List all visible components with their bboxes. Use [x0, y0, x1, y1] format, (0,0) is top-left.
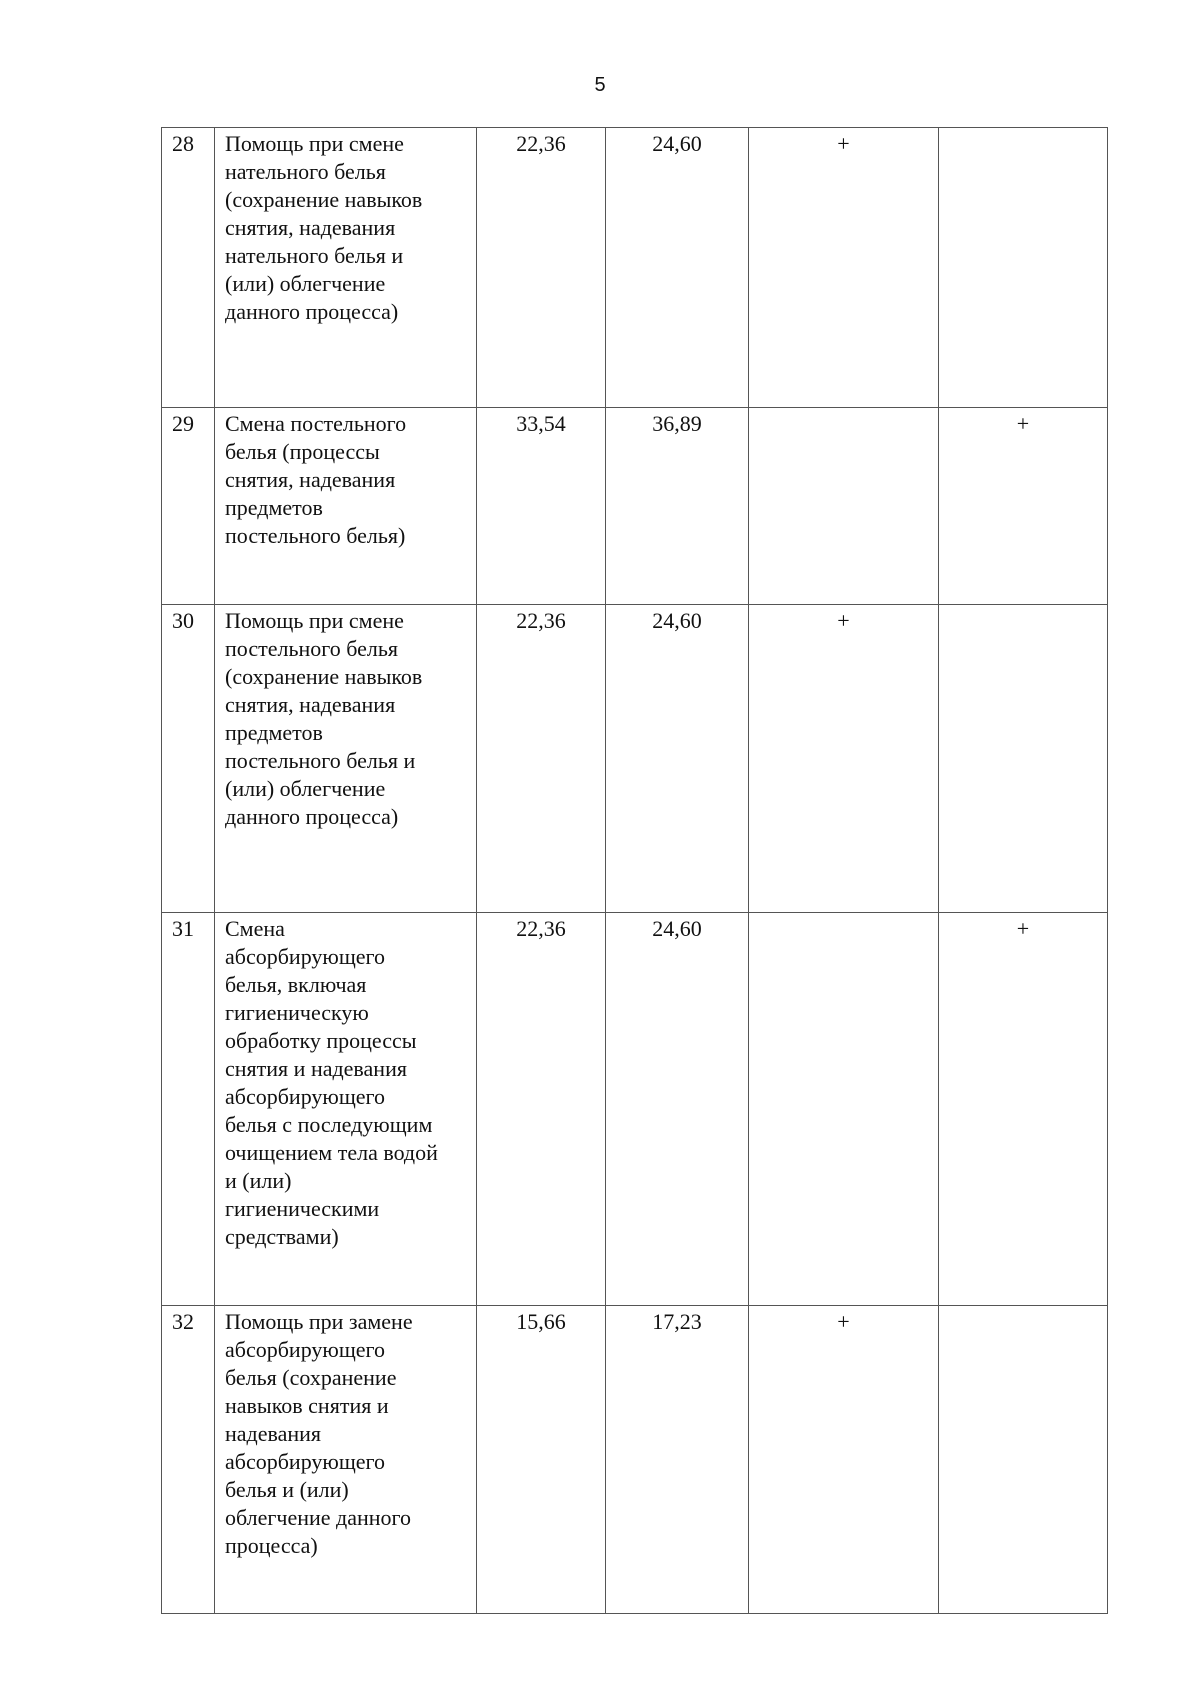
mark-cell: + — [939, 913, 1108, 1306]
service-description — [215, 1306, 477, 1614]
value-cell: 24,60 — [606, 605, 749, 913]
row-number: 29 — [162, 408, 215, 605]
table-row — [162, 1306, 1108, 1614]
table-row — [162, 408, 1108, 605]
table-row — [162, 913, 1108, 1306]
description-line: (сохранение навыков — [225, 187, 423, 212]
description-line: нательного белья — [225, 159, 386, 184]
description-line: навыков снятия и — [225, 1393, 389, 1418]
value-cell: 33,54 — [477, 408, 606, 605]
description-line: белья и (или) — [225, 1477, 349, 1502]
description-line: облегчение данного — [225, 1505, 412, 1530]
description-line: белья с последующим — [225, 1112, 433, 1137]
description-line: процесса) — [225, 1533, 318, 1558]
description-line: гигиеническую — [225, 1000, 369, 1025]
value-cell: 17,23 — [606, 1306, 749, 1614]
description-line: белья (сохранение — [225, 1365, 397, 1390]
description-line: Помощь при смене — [225, 131, 404, 156]
value-cell: 22,36 — [477, 913, 606, 1306]
description-line: белья, включая — [225, 972, 367, 997]
page-number: 5 — [594, 74, 606, 96]
value-cell: 15,66 — [477, 1306, 606, 1614]
row-number: 32 — [162, 1306, 215, 1614]
table-row — [162, 128, 1108, 408]
description-line: белья (процессы — [225, 439, 380, 464]
description-line: данного процесса) — [225, 299, 399, 324]
description-line: снятия и надевания — [225, 1056, 407, 1081]
description-line: снятия, надевания — [225, 467, 396, 492]
description-line: (сохранение навыков — [225, 664, 423, 689]
value-cell: 24,60 — [606, 128, 749, 408]
value-cell: 22,36 — [477, 605, 606, 913]
description-line: нательного белья и — [225, 243, 404, 268]
description-line: обработку процессы — [225, 1028, 417, 1053]
description-line: предметов — [225, 720, 323, 745]
description-line: Помощь при смене — [225, 608, 404, 633]
value-cell: 36,89 — [606, 408, 749, 605]
description-line: Смена постельного — [225, 411, 407, 436]
description-line: абсорбирующего — [225, 1449, 386, 1474]
description-line: (или) облегчение — [225, 271, 386, 296]
description-line: данного процесса) — [225, 804, 399, 829]
mark-cell: + — [749, 1306, 939, 1614]
row-number: 30 — [162, 605, 215, 913]
description-line: (или) облегчение — [225, 776, 386, 801]
mark-cell — [939, 605, 1108, 913]
description-line: средствами) — [225, 1224, 339, 1249]
mark-cell — [749, 913, 939, 1306]
row-number: 31 — [162, 913, 215, 1306]
description-line: гигиеническими — [225, 1196, 380, 1221]
description-line: предметов — [225, 495, 323, 520]
description-line: Помощь при замене — [225, 1309, 413, 1334]
description-line: абсорбирующего — [225, 944, 386, 969]
description-line: постельного белья и — [225, 748, 416, 773]
description-line: очищением тела водой — [225, 1140, 438, 1165]
value-cell: 24,60 — [606, 913, 749, 1306]
table-row — [162, 605, 1108, 913]
mark-cell — [749, 408, 939, 605]
description-line: абсорбирующего — [225, 1084, 386, 1109]
description-line: Смена — [225, 916, 285, 941]
description-line: и (или) — [225, 1168, 292, 1193]
mark-cell: + — [749, 605, 939, 913]
description-line: снятия, надевания — [225, 215, 396, 240]
row-number: 28 — [162, 128, 215, 408]
mark-cell — [939, 1306, 1108, 1614]
service-description — [215, 128, 477, 408]
description-line: надевания — [225, 1421, 322, 1446]
service-description — [215, 913, 477, 1306]
value-cell: 22,36 — [477, 128, 606, 408]
service-description — [215, 605, 477, 913]
services-table — [161, 127, 1108, 1614]
mark-cell: + — [749, 128, 939, 408]
description-line: постельного белья — [225, 636, 399, 661]
mark-cell: + — [939, 408, 1108, 605]
description-line: постельного белья) — [225, 523, 406, 548]
service-description — [215, 408, 477, 605]
mark-cell — [939, 128, 1108, 408]
description-line: абсорбирующего — [225, 1337, 386, 1362]
description-line: снятия, надевания — [225, 692, 396, 717]
